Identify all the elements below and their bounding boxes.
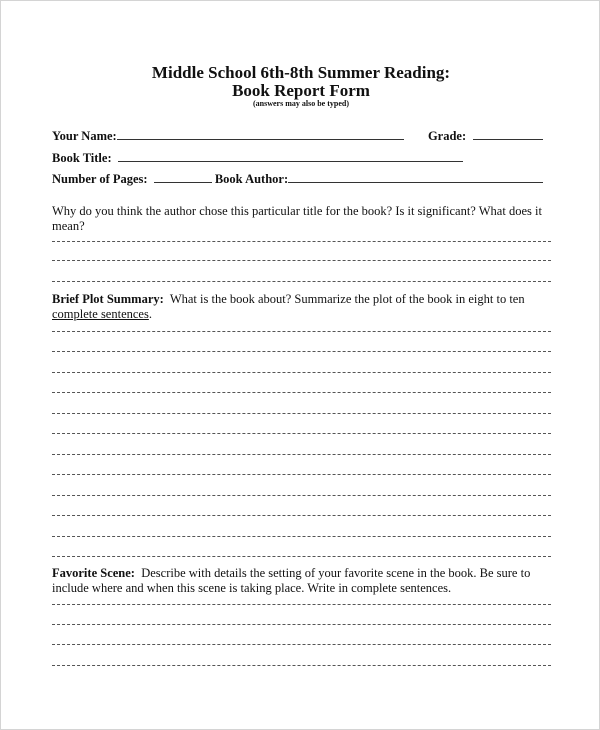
- favorite-scene-heading: Favorite Scene:: [52, 566, 135, 580]
- book-title-row: [52, 151, 463, 166]
- pages-label: Number of Pages:: [52, 172, 148, 186]
- book-title-field[interactable]: [118, 151, 463, 162]
- answer-line[interactable]: [52, 556, 551, 557]
- answer-line[interactable]: [52, 665, 551, 666]
- pages-field[interactable]: [154, 172, 212, 183]
- your-name-field[interactable]: [117, 129, 404, 140]
- answer-line[interactable]: [52, 351, 551, 352]
- answer-line[interactable]: [52, 495, 551, 496]
- answer-line[interactable]: [52, 433, 551, 434]
- name-grade-row: [52, 129, 543, 144]
- book-title-label: Book Title:: [52, 151, 112, 165]
- answer-line[interactable]: [52, 644, 551, 645]
- grade-label: Grade:: [427, 129, 467, 143]
- form-title-line2: Book Report Form: [232, 81, 370, 100]
- pages-author-row: [52, 172, 543, 187]
- answer-line[interactable]: [52, 241, 551, 242]
- author-field[interactable]: [288, 172, 543, 183]
- form-title-line1: Middle School 6th-8th Summer Reading:: [151, 63, 451, 82]
- answer-line[interactable]: [52, 474, 551, 475]
- answer-line[interactable]: [52, 604, 551, 605]
- answer-line[interactable]: [52, 515, 551, 516]
- plot-summary-prompt: Brief Plot Summary: What is the book about? Summarize the plot of the book in eight to ten complete sentences.: [52, 292, 525, 321]
- form-subtitle: (answers may also be typed): [253, 99, 349, 108]
- answer-line[interactable]: [52, 372, 551, 373]
- answer-line[interactable]: [52, 624, 551, 625]
- answer-line[interactable]: [52, 454, 551, 455]
- answer-line[interactable]: [52, 413, 551, 414]
- author-label: Book Author:: [214, 172, 289, 186]
- complete-sentences-underlined: complete sentences: [52, 307, 149, 321]
- favorite-scene-prompt: Favorite Scene: Describe with details the setting of your favorite scene in the book. Be sure to include where and when this scene is taking place. Write in complete sentences.: [52, 566, 531, 595]
- answer-line[interactable]: [52, 331, 551, 332]
- answer-line[interactable]: [52, 281, 551, 282]
- plot-summary-heading: Brief Plot Summary:: [52, 292, 164, 306]
- answer-line[interactable]: [52, 536, 551, 537]
- grade-field[interactable]: [473, 129, 543, 140]
- answer-line[interactable]: [52, 260, 551, 261]
- answer-line[interactable]: [52, 392, 551, 393]
- your-name-label: Your Name:: [52, 129, 117, 143]
- title-question-prompt: Why do you think the author chose this particular title for the book? Is it significant? What does it mean?: [52, 204, 542, 233]
